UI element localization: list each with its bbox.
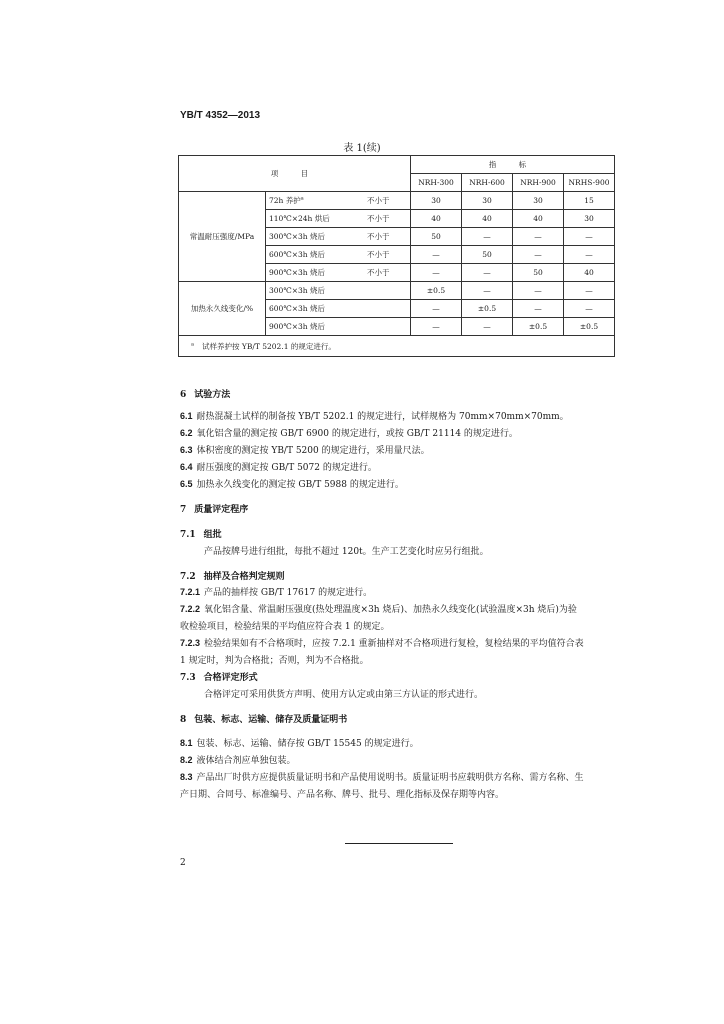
- section-heading: [180, 670, 258, 683]
- clause-line: [180, 753, 296, 766]
- clause-text: 产品出厂时供方应提供质量证明书和产品使用说明书。质量证明书应载明供方名称、需方名称、生: [196, 773, 584, 783]
- value-cell: —: [462, 228, 513, 246]
- header-item: 项 目: [179, 156, 411, 192]
- section-title: 质量评定程序: [194, 505, 249, 515]
- clause-line: [180, 409, 569, 422]
- grade-header: NRHS-900: [564, 174, 615, 192]
- section-number: 8: [180, 715, 187, 725]
- clause-text: 检验结果如有不合格项时，应按 7.2.1 重新抽样对不合格项进行复检，复检结果的平均值符合表: [204, 639, 584, 649]
- requirement-cell: [364, 282, 411, 300]
- section-heading: [180, 387, 230, 400]
- clause-number: 7.2.2: [180, 604, 201, 614]
- value-cell: 40: [411, 210, 462, 228]
- value-cell: 30: [564, 210, 615, 228]
- value-cell: 40: [462, 210, 513, 228]
- paragraph-text: 产品按牌号进行组批，每批不超过 120t。生产工艺变化时应另行组批。: [204, 547, 489, 557]
- section-number: 7: [180, 505, 187, 515]
- end-rule: [345, 843, 453, 844]
- paragraph-continuation: [180, 787, 504, 800]
- clause-number: 8.3: [180, 772, 193, 782]
- clause-text: 产品的抽样按 GB/T 17617 的规定进行。: [204, 588, 373, 598]
- grade-header: NRH-300: [411, 174, 462, 192]
- clause-number: 6.5: [180, 479, 193, 489]
- clause-line: [180, 460, 377, 473]
- table-caption: 表 1(续): [343, 143, 381, 154]
- condition-cell: [266, 264, 365, 282]
- standard-code: YB/T 4352—2013: [180, 110, 261, 121]
- section-heading: [180, 712, 347, 725]
- footnote-marker: a: [300, 195, 304, 202]
- clause-number: 6.2: [180, 428, 193, 438]
- condition-cell: [266, 246, 365, 264]
- grade-header: NRH-600: [462, 174, 513, 192]
- value-cell: —: [411, 264, 462, 282]
- section-number: 7.1: [180, 530, 196, 540]
- clause-number: 6.3: [180, 445, 193, 455]
- clause-line: [180, 736, 419, 749]
- value-cell: 50: [411, 228, 462, 246]
- clause-text: 体积密度的测定按 YB/T 5200 的规定进行，采用量尺法。: [196, 446, 430, 456]
- section-title: 包装、标志、运输、储存及质量证明书: [194, 715, 348, 725]
- clause-text: 加热永久线变化的测定按 GB/T 5988 的规定进行。: [196, 480, 404, 490]
- clause-text: 产日期、合同号、标准编号、产品名称、牌号、批号、理化指标及保存期等内容。: [180, 790, 505, 800]
- clause-text: 耐压强度的测定按 GB/T 5072 的规定进行。: [196, 463, 377, 473]
- paragraph-text: 合格评定可采用供货方声明、使用方认定或由第三方认证的形式进行。: [204, 690, 484, 700]
- clause-text: 收检验项目，检验结果的平均值应符合表 1 的规定。: [180, 622, 390, 632]
- condition-text: 600℃×3h 烧后: [269, 304, 325, 313]
- requirement-cell: 不小于: [364, 192, 411, 210]
- section-title: 组批: [203, 530, 222, 540]
- section-heading: [180, 502, 248, 515]
- clause-line: [180, 477, 404, 490]
- condition-text: 900℃×3h 烧后: [269, 268, 325, 277]
- grade-header: NRH-900: [513, 174, 564, 192]
- value-cell: —: [564, 300, 615, 318]
- condition-text: 72h 养护: [269, 196, 301, 205]
- value-cell: —: [564, 228, 615, 246]
- value-cell: —: [411, 318, 462, 336]
- clause-text: 氧化铝含量、常温耐压强度(热处理温度×3h 烧后)、加热永久线变化(试验温度×3h 烧后)为验: [204, 605, 577, 615]
- clause-line: [180, 585, 372, 598]
- value-cell: 30: [513, 192, 564, 210]
- requirement-cell: 不小于: [364, 264, 411, 282]
- section-number: 6: [180, 390, 187, 400]
- clause-number: 7.2.3: [180, 638, 201, 648]
- value-cell: 40: [513, 210, 564, 228]
- requirement-cell: 不小于: [364, 228, 411, 246]
- clause-number: 7.2.1: [180, 587, 201, 597]
- footnote-row: [179, 336, 615, 357]
- value-cell: ±0.5: [462, 300, 513, 318]
- section-heading: [180, 569, 285, 582]
- clause-number: 8.2: [180, 755, 193, 765]
- condition-cell: [266, 300, 365, 318]
- header-index: 指 标: [411, 156, 615, 174]
- table-row: [179, 192, 615, 210]
- value-cell: 15: [564, 192, 615, 210]
- value-cell: 40: [564, 264, 615, 282]
- clause-number: 6.4: [180, 462, 193, 472]
- condition-cell: [266, 318, 365, 336]
- category-label: 常温耐压强度/MPa: [179, 192, 266, 282]
- value-cell: —: [564, 246, 615, 264]
- footnote-marker: a: [191, 341, 194, 347]
- clause-line: [180, 443, 430, 456]
- requirement-cell: [364, 318, 411, 336]
- value-cell: —: [513, 246, 564, 264]
- page-number: 2: [180, 858, 186, 868]
- paragraph-continuation: [180, 653, 369, 666]
- clause-text: 耐热混凝土试样的制备按 YB/T 5202.1 的规定进行，试样规格为 70mm×70mm×70mm。: [196, 412, 569, 422]
- condition-text: 900℃×3h 烧后: [269, 322, 325, 331]
- value-cell: —: [462, 264, 513, 282]
- spec-table: [178, 155, 615, 357]
- section-title: 合格评定形式: [203, 673, 258, 683]
- value-cell: 50: [513, 264, 564, 282]
- requirement-cell: [364, 300, 411, 318]
- condition-text: 300℃×3h 烧后: [269, 232, 325, 241]
- section-title: 抽样及合格判定规则: [203, 572, 285, 582]
- clause-line: [180, 770, 584, 783]
- requirement-cell: 不小于: [364, 210, 411, 228]
- condition-cell: [266, 282, 365, 300]
- value-cell: 30: [462, 192, 513, 210]
- section-heading: [180, 527, 222, 540]
- paragraph-continuation: [180, 619, 389, 632]
- condition-cell: [266, 210, 365, 228]
- clause-line: [180, 636, 584, 649]
- condition-text: 600℃×3h 烧后: [269, 250, 325, 259]
- clause-line: [180, 426, 518, 439]
- value-cell: ±0.5: [564, 318, 615, 336]
- clause-text: 包装、标志、运输、储存按 GB/T 15545 的规定进行。: [196, 739, 419, 749]
- value-cell: —: [513, 300, 564, 318]
- value-cell: —: [411, 300, 462, 318]
- condition-cell: [266, 192, 365, 210]
- clause-text: 液体结合剂应单独包装。: [196, 756, 296, 766]
- value-cell: —: [462, 282, 513, 300]
- category-label: 加热永久线变化/%: [179, 282, 266, 336]
- clause-number: 8.1: [180, 738, 193, 748]
- table-footnote: [179, 336, 615, 357]
- footnote-text: 试样养护按 YB/T 5202.1 的规定进行。: [201, 341, 336, 351]
- table-row: [179, 282, 615, 300]
- value-cell: 50: [462, 246, 513, 264]
- clause-line: [180, 602, 577, 615]
- condition-text: 110℃×24h 烘后: [269, 214, 330, 223]
- value-cell: 30: [411, 192, 462, 210]
- value-cell: —: [513, 282, 564, 300]
- clause-number: 6.1: [180, 411, 193, 421]
- clause-text: 氧化铝含量的测定按 GB/T 6900 的规定进行，或按 GB/T 21114 的规定进行。: [196, 429, 518, 439]
- value-cell: —: [513, 228, 564, 246]
- condition-text: 300℃×3h 烧后: [269, 286, 325, 295]
- value-cell: —: [564, 282, 615, 300]
- value-cell: —: [462, 318, 513, 336]
- section-title: 试验方法: [194, 390, 231, 400]
- value-cell: —: [411, 246, 462, 264]
- value-cell: ±0.5: [513, 318, 564, 336]
- clause-text: 1 规定时，判为合格批；否则，判为不合格批。: [180, 656, 369, 666]
- requirement-cell: 不小于: [364, 246, 411, 264]
- section-number: 7.3: [180, 673, 196, 683]
- section-number: 7.2: [180, 572, 196, 582]
- value-cell: ±0.5: [411, 282, 462, 300]
- condition-cell: [266, 228, 365, 246]
